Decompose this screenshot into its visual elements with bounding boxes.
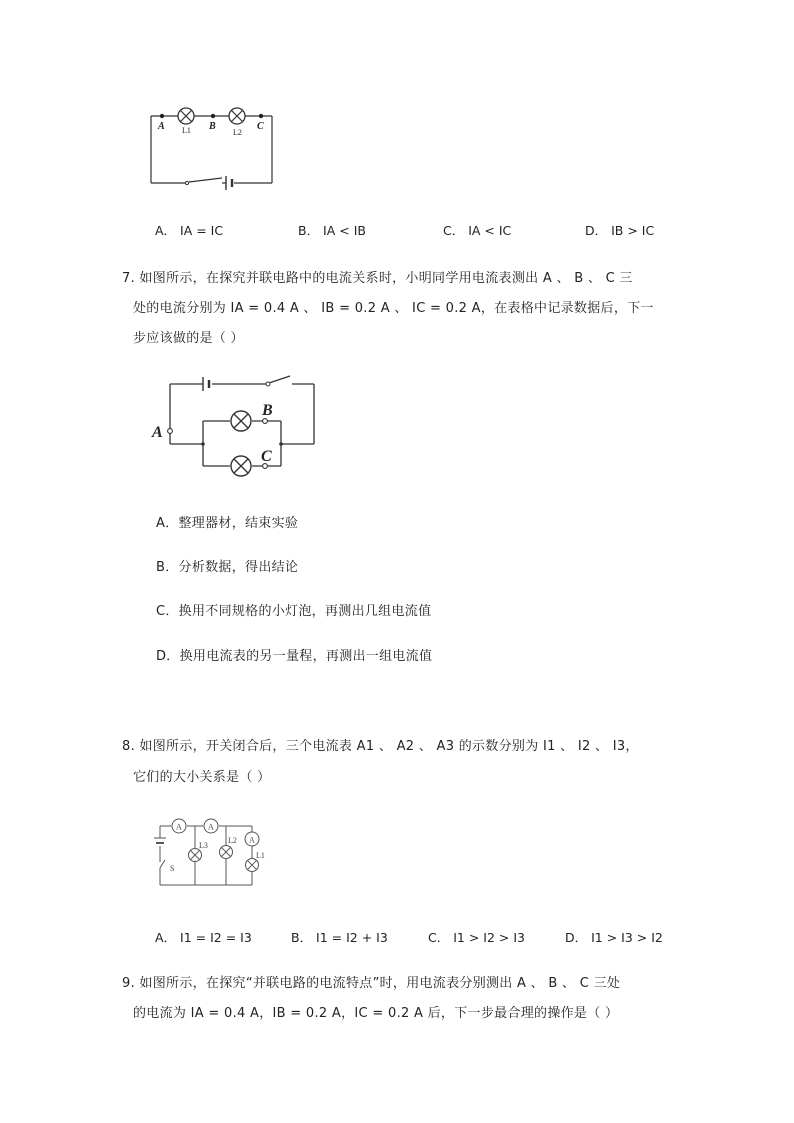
q7-option-c[interactable]: C．换用不同规格的小灯泡，再测出几组电流值 bbox=[156, 604, 432, 619]
q7-stem-line3: 步应该做的是（ ） bbox=[133, 331, 244, 346]
q7-figure-label-c: C bbox=[261, 448, 272, 465]
q6-option-a[interactable]: A． IA = IC bbox=[155, 223, 224, 238]
q8-stem-line2: 它们的大小关系是（ ） bbox=[133, 770, 271, 785]
ammeter-a2-icon bbox=[204, 819, 218, 833]
fig6-label-c: C bbox=[257, 121, 264, 132]
svg-text:A: A bbox=[208, 822, 214, 832]
fig6-label-a: A bbox=[158, 121, 165, 132]
q8-option-b[interactable]: B． I1 = I2 + I3 bbox=[291, 930, 388, 945]
q8-label-l3: L3 bbox=[199, 841, 208, 850]
q7-option-b[interactable]: B．分析数据，得出结论 bbox=[156, 560, 299, 575]
q6-option-d[interactable]: D． IB > IC bbox=[585, 223, 655, 238]
q8-label-l2: L2 bbox=[228, 836, 237, 845]
q8-lamp-l1-icon bbox=[246, 859, 259, 872]
svg-text:A: A bbox=[249, 835, 255, 845]
q8-option-d[interactable]: D． I1 > I3 > I2 bbox=[565, 930, 663, 945]
svg-text:A: A bbox=[176, 822, 182, 832]
q7-option-a[interactable]: A．整理器材，结束实验 bbox=[156, 516, 299, 531]
q8-label-l1: L1 bbox=[256, 851, 265, 860]
q6-option-b[interactable]: B． IA < IB bbox=[298, 223, 366, 238]
q8-stem-line1: 8. 如图所示，开关闭合后，三个电流表 A1 、 A2 、 A3 的示数分别为 I1 、 I2 、 I3， bbox=[122, 739, 639, 754]
fig6-label-b: B bbox=[209, 121, 216, 132]
q7-stem-line2: 处的电流分别为 IA = 0.4 A 、 IB = 0.2 A 、 IC = 0.2 A，在表格中记录数据后，下一 bbox=[133, 301, 654, 316]
q7-option-d[interactable]: D．换用电流表的另一量程，再测出一组电流值 bbox=[156, 649, 433, 664]
fig6-lamp-l1-label: L1 bbox=[182, 126, 191, 135]
ammeter-a3-icon bbox=[245, 832, 259, 846]
ammeter-a1-icon bbox=[172, 819, 186, 833]
q7-figure-label-b: B bbox=[262, 402, 273, 419]
fig6-lamp-l2-label: L2 bbox=[233, 128, 242, 137]
q8-option-a[interactable]: A． I1 = I2 = I3 bbox=[155, 930, 252, 945]
q9-stem-line1: 9. 如图所示，在探究“并联电路的电流特点”时，用电流表分别测出 A 、 B 、 C 三处 bbox=[122, 976, 621, 991]
q8-lamp-l2-icon bbox=[220, 846, 233, 859]
q7-figure-label-a: A bbox=[152, 424, 163, 441]
q7-stem-line1: 7. 如图所示，在探究并联电路中的电流关系时，小明同学用电流表测出 A 、 B 、 C 三 bbox=[122, 271, 633, 286]
q6-option-c[interactable]: C． IA < IC bbox=[443, 223, 512, 238]
q9-stem-line2: 的电流为 IA = 0.4 A，IB = 0.2 A，IC = 0.2 A 后，下一步最合理的操作是（ ） bbox=[133, 1006, 619, 1021]
q8-label-s: S bbox=[170, 864, 175, 873]
q8-lamp-l3-icon bbox=[189, 849, 202, 862]
q8-option-c[interactable]: C． I1 > I2 > I3 bbox=[428, 930, 525, 945]
